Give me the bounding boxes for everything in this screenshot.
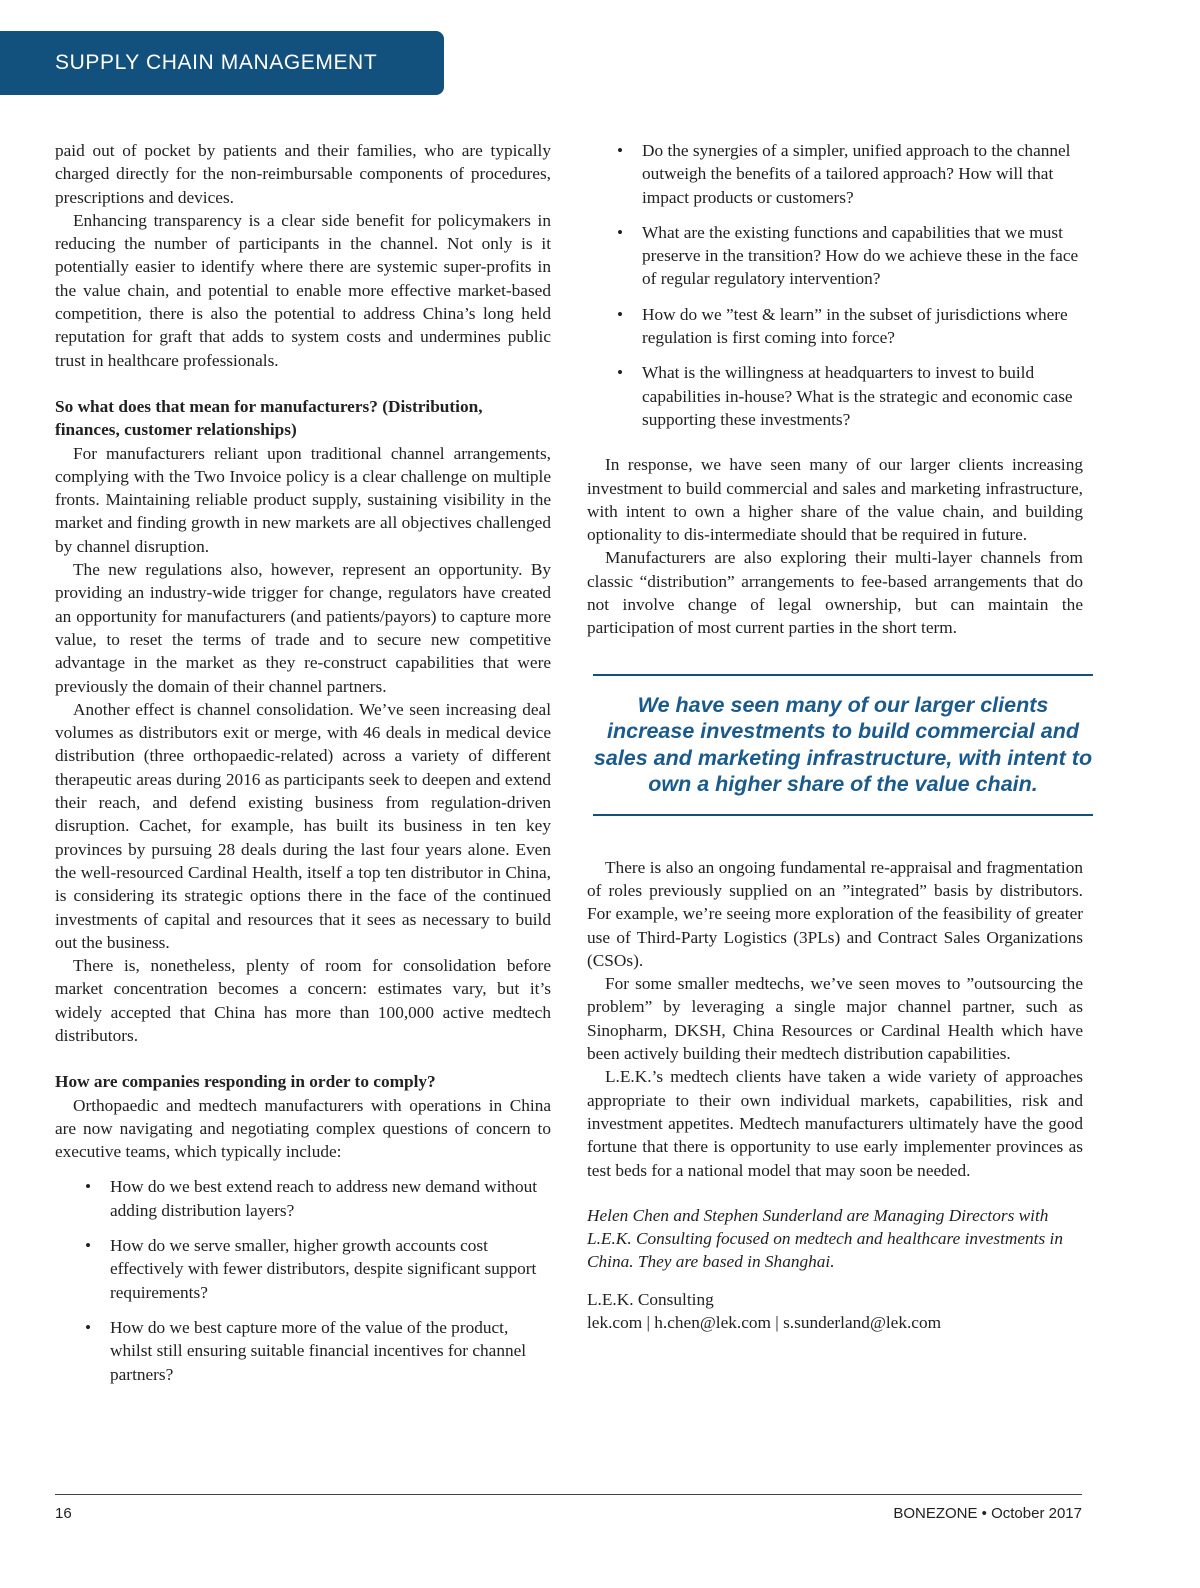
question-list — [55, 1175, 551, 1385]
paragraph: Manufacturers are also exploring their multi-layer channels from classic “distribution” arrangements to fee-based arrangements that do not involve change of legal ownership, but can maintain the participation of most current parties in the short term. — [587, 548, 1083, 638]
list-item: • How do we ”test & learn” in the subset of jurisdictions where regulation is first coming into force? — [617, 304, 1068, 348]
paragraph: In response, we have seen many of our larger clients increasing investment to build commercial and sales and marketing infrastructure, with intent to own a higher share of the value chain, and building optionality to dis-intermediate should that be required in future. — [587, 455, 1083, 545]
paragraph: paid out of pocket by patients and their families, who are typically charged directly for the non-reimbursable components of procedures, prescriptions and devices. — [55, 141, 551, 207]
subheading: How are companies responding in order to comply? — [55, 1072, 436, 1092]
section-tab — [0, 31, 444, 95]
bullet-icon: • — [85, 1317, 92, 1337]
list-item: • How do we best capture more of the value of the product, whilst still ensuring suitable financial incentives for channel partners? — [85, 1317, 527, 1384]
list-item: • What are the existing functions and capabilities that we must preserve in the transition? How do we achieve these in the face of regular regulatory intervention? — [617, 222, 1079, 289]
question-list — [587, 139, 1083, 431]
paragraph: Another effect is channel consolidation. We’ve seen increasing deal volumes as distributors exit or merge, with 46 deals in medical device distribution (three orthopaedic-related) across a variety of different therapeutic areas during 2016 as participants seek to deepen and extend their reach, and defend existing business from regulation-driven disruption. Cachet, for example, has built its business in ten key provinces by pursuing 28 deals during the last four years alone. Even the well-resourced Cardinal Health, itself a top ten distributor in China, is considering its strategic options there in the face of the continued investments of capital and resources that it sees as necessary to build out the business. — [55, 699, 551, 952]
paragraph: For manufacturers reliant upon traditional channel arrangements, complying with the Two Invoice policy is a clear challenge on multiple fronts. Maintaining reliable product supply, sustaining visibility in the market and finding growth in new markets are all objectives challenged by channel disruption. — [55, 443, 551, 556]
right-column — [587, 139, 1093, 1334]
pull-quote: We have seen many of our larger clients increase investments to build commercial and sales and marketing infrastructure, with intent to own a higher share of the value chain. — [593, 674, 1093, 816]
paragraph: The new regulations also, however, represent an opportunity. By providing an industry-wide trigger for change, regulators have created an opportunity for manufacturers (and patients/payors) to capture more value, to reset the terms of trade and to secure new competitive advantage in the market as they re-construct capabilities that were previously the domain of their channel partners. — [55, 560, 551, 696]
subheading: So what does that mean for manufacturers? (Distribution, finances, customer relationships) — [55, 396, 483, 440]
list-item: • How do we serve smaller, higher growth accounts cost effectively with fewer distributors, despite significant support requirements? — [85, 1236, 537, 1302]
paragraph: Enhancing transparency is a clear side benefit for policymakers in reducing the number of participants in the channel. Not only is it potentially easier to identify where there are systemic super-profits in the value chain, and potential to enable more effective market-based competition, there is also the potential to address China’s long held reputation for graft that adds to system costs and undermines public trust in healthcare professionals. — [55, 210, 551, 370]
list-item: • How do we best extend reach to address new demand without adding distribution layers? — [85, 1177, 538, 1220]
bullet-icon: • — [85, 1236, 92, 1256]
publication-info: BONEZONE • October 2017 — [893, 1505, 1082, 1522]
page-number: 16 — [55, 1505, 72, 1522]
paragraph: L.E.K.’s medtech clients have taken a wide variety of approaches appropriate to their own individual markets, capabilities, risk and investment appetites. Medtech manufacturers ultimately have the good fortune that there is opportunity to use early implementer provinces as test beds for a national model that may soon be needed. — [587, 1067, 1083, 1180]
author-byline: Helen Chen and Stephen Sunderland are Managing Directors with L.E.K. Consulting focused on medtech and healthcare investments in China. They are based in Shanghai. — [587, 1205, 1063, 1272]
paragraph: There is, nonetheless, plenty of room for consolidation before market concentration becomes a concern: estimates vary, but it’s widely accepted that China has more than 100,000 active medtech distributors. — [55, 956, 551, 1045]
left-column — [55, 139, 551, 1398]
bullet-icon: • — [617, 222, 624, 242]
paragraph: For some smaller medtechs, we’ve seen moves to ”outsourcing the problem” by leveraging a single major channel partner, such as Sinopharm, DKSH, China Resources or Cardinal Health which have been actively building their medtech distribution capabilities. — [587, 974, 1083, 1064]
contact-links: lek.com | h.chen@lek.com | s.sunderland@lek.com — [587, 1312, 942, 1332]
bullet-icon: • — [617, 363, 624, 383]
paragraph: There is also an ongoing fundamental re-appraisal and fragmentation of roles previously supplied on an ”integrated” basis by distributors. For example, we’re seeing more exploration of the feasibility of greater use of Third-Party Logistics (3PLs) and Contract Sales Organizations (CSOs). — [587, 857, 1083, 970]
section-title: SUPPLY CHAIN MANAGEMENT — [55, 51, 378, 74]
footer-divider — [55, 1494, 1082, 1495]
bullet-icon: • — [85, 1177, 92, 1197]
list-item: • Do the synergies of a simpler, unified approach to the channel outweigh the benefits of a tailored approach? How will that impact products or customers? — [617, 141, 1071, 207]
list-item: • What is the willingness at headquarters to invest to build capabilities in-house? What is the strategic and economic case supporting these investments? — [617, 363, 1073, 429]
bullet-icon: • — [617, 304, 624, 324]
company-name: L.E.K. Consulting — [587, 1289, 714, 1309]
bullet-icon: • — [617, 141, 624, 160]
paragraph: Orthopaedic and medtech manufacturers with operations in China are now navigating and negotiating complex questions of concern to executive teams, which typically include: — [55, 1095, 551, 1162]
